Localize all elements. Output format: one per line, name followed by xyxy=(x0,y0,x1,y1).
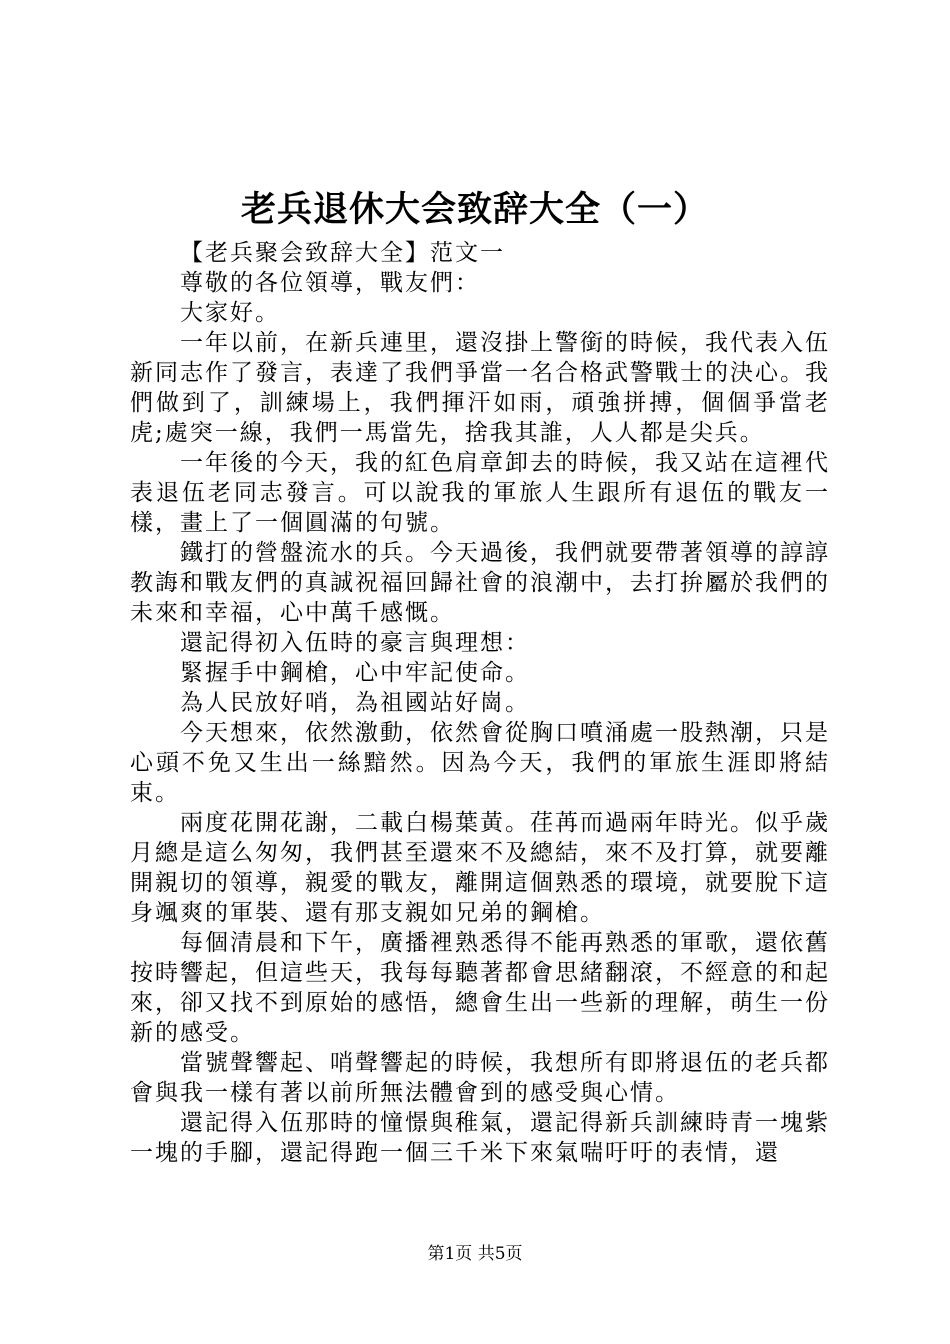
paragraph: 鐵打的營盤流水的兵。今天過後，我們就要帶著領導的諄諄教誨和戰友們的真誠祝福回歸社會的浪潮中，去打拚屬於我們的未來和幸福，心中萬千感慨。 xyxy=(130,540,830,626)
paragraph: 今天想來，依然激動，依然會從胸口噴涌處一股熱潮，只是心頭不免又生出一絲黯然。因為今天，我們的軍旅生涯即將結束。 xyxy=(130,720,830,806)
paragraph: 為人民放好哨，為祖國站好崗。 xyxy=(180,690,530,716)
paragraph: 一年後的今天，我的紅色肩章卸去的時候，我又站在這裡代表退伍老同志發言。可以說我的軍旅人生跟所有退伍的戰友一樣，畫上了一個圓滿的句號。 xyxy=(130,450,830,536)
paragraph: 緊握手中鋼槍，心中牢記使命。 xyxy=(180,660,530,686)
paragraph: 還記得入伍那時的憧憬與稚氣，還記得新兵訓練時青一塊紫一塊的手腳，還記得跑一個三千米下來氣喘吁吁的表情，還 xyxy=(130,1110,830,1166)
paragraph-heading: 【老兵聚会致辞大全】范文一 xyxy=(180,240,505,266)
paragraph: 兩度花開花謝，二載白楊葉黃。荏苒而過兩年時光。似乎歲月總是這么匆匆，我們甚至還來不及總結，來不及打算，就要離開親切的領導，親愛的戰友，離開這個熟悉的環境，就要脫下這身颯爽的軍裝、還有那支親如兄弟的鋼槍。 xyxy=(130,810,830,926)
paragraph: 一年以前，在新兵連里，還沒掛上警銜的時候，我代表入伍新同志作了發言，表達了我們爭當一名合格武警戰士的決心。我們做到了，訓練場上，我們揮汗如雨，頑強拼搏，個個爭當老虎;處突一線，我們一馬當先，捨我其誰，人人都是尖兵。 xyxy=(130,330,830,446)
paragraph-greeting: 大家好。 xyxy=(180,300,280,326)
paragraph: 當號聲響起、哨聲響起的時候，我想所有即將退伍的老兵都會與我一樣有著以前所無法體會到的感受與心情。 xyxy=(130,1050,830,1106)
page-number-footer: 第1页 共5页 xyxy=(427,1244,523,1264)
document-title: 老兵退休大会致辞大全（一） xyxy=(240,189,709,230)
paragraph: 每個清晨和下午，廣播裡熟悉得不能再熟悉的軍歌，還依舊按時響起，但這些天，我每每聽著都會思緒翻滾，不經意的和起來，卻又找不到原始的感悟，總會生出一些新的理解，萌生一份新的感受。 xyxy=(130,930,830,1046)
paragraph: 還記得初入伍時的豪言與理想： xyxy=(180,630,530,656)
paragraph-salutation: 尊敬的各位領導，戰友們： xyxy=(180,270,480,296)
document-body xyxy=(130,238,830,1168)
